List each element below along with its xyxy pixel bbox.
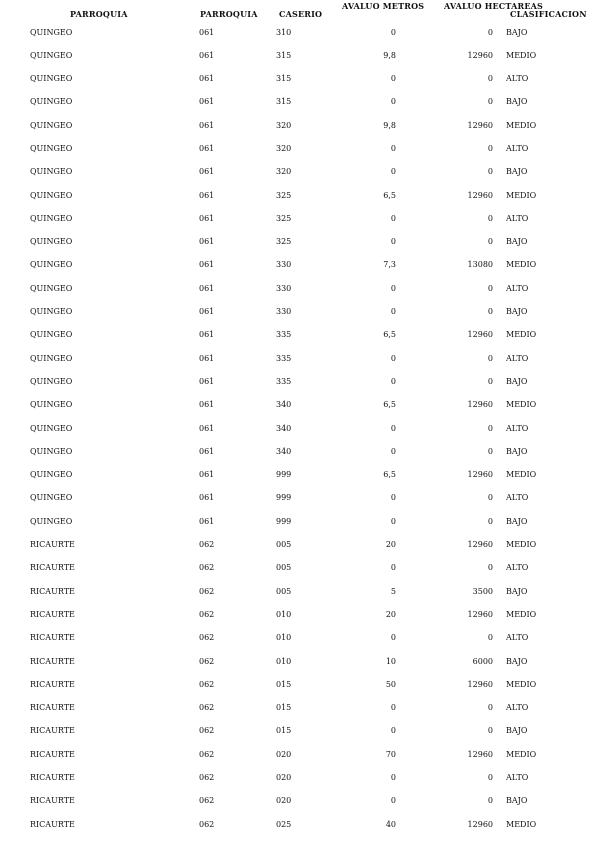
avaluo-hectareas-cell: 0 <box>487 446 493 456</box>
header-parroquia-code: PARROQUIA <box>200 9 258 19</box>
clasificacion-cell: MEDIO <box>506 609 537 619</box>
caserio-cell: 335 <box>276 353 292 363</box>
clasificacion-cell: BAJO <box>506 656 528 666</box>
parroquia-cell: RICAURTE <box>30 749 75 759</box>
avaluo-metros-cell: 0 <box>390 283 396 293</box>
caserio-cell: 015 <box>276 703 292 713</box>
avaluo-metros-cell: 20 <box>385 540 396 550</box>
parroquia-cell: QUINGEO <box>30 143 73 153</box>
table-row <box>0 373 598 396</box>
parroquia-code-cell: 061 <box>199 167 215 177</box>
avaluo-hectareas-cell: 0 <box>487 74 493 84</box>
avaluo-metros-cell: 6,5 <box>383 330 396 340</box>
table-row <box>0 559 598 582</box>
parroquia-cell: QUINGEO <box>30 493 73 503</box>
avaluo-metros-cell: 0 <box>390 376 396 386</box>
table-row <box>0 466 598 489</box>
caserio-cell: 330 <box>276 307 292 317</box>
parroquia-code-cell: 062 <box>199 749 215 759</box>
avaluo-metros-cell: 9,8 <box>383 120 396 130</box>
avaluo-metros-cell: 0 <box>390 97 396 107</box>
clasificacion-cell: BAJO <box>506 27 528 37</box>
parroquia-cell: QUINGEO <box>30 307 73 317</box>
table-row <box>0 140 598 163</box>
parroquia-code-cell: 062 <box>199 773 215 782</box>
parroquia-cell: RICAURTE <box>30 703 75 713</box>
parroquia-code-cell: 061 <box>199 423 215 433</box>
parroquia-cell: RICAURTE <box>30 586 75 596</box>
clasificacion-cell: ALTO <box>506 143 529 153</box>
parroquia-cell: QUINGEO <box>30 120 73 130</box>
caserio-cell: 020 <box>276 773 292 782</box>
caserio-cell: 330 <box>276 283 292 293</box>
clasificacion-cell: BAJO <box>506 97 528 107</box>
avaluo-metros-cell: 0 <box>390 213 396 223</box>
clasificacion-cell: BAJO <box>506 726 528 736</box>
clasificacion-cell: ALTO <box>506 423 529 433</box>
table-row <box>0 536 598 559</box>
avaluo-hectareas-cell: 0 <box>487 633 493 643</box>
parroquia-cell: QUINGEO <box>30 190 73 200</box>
caserio-cell: 005 <box>276 563 292 573</box>
clasificacion-cell: BAJO <box>506 446 528 456</box>
table-row <box>0 163 598 186</box>
parroquia-cell: QUINGEO <box>30 27 73 37</box>
caserio-cell: 010 <box>276 656 292 666</box>
clasificacion-cell: MEDIO <box>506 260 537 270</box>
parroquia-cell: RICAURTE <box>30 633 75 643</box>
avaluo-hectareas-cell: 13080 <box>467 260 493 270</box>
parroquia-code-cell: 062 <box>199 819 215 829</box>
parroquia-code-cell: 062 <box>199 726 215 736</box>
clasificacion-cell: ALTO <box>506 703 529 713</box>
clasificacion-cell: ALTO <box>506 773 529 782</box>
table-row <box>0 699 598 722</box>
table-row <box>0 117 598 140</box>
clasificacion-cell: ALTO <box>506 74 529 84</box>
avaluo-hectareas-cell: 0 <box>487 237 493 247</box>
avaluo-hectareas-cell: 12960 <box>467 819 493 829</box>
parroquia-cell: RICAURTE <box>30 819 75 829</box>
avaluo-hectareas-cell: 0 <box>487 283 493 293</box>
avaluo-metros-cell: 0 <box>390 516 396 526</box>
avaluo-metros-cell: 0 <box>390 237 396 247</box>
avaluo-hectareas-cell: 0 <box>487 213 493 223</box>
parroquia-cell: QUINGEO <box>30 260 73 270</box>
caserio-cell: 999 <box>276 516 292 526</box>
avaluo-hectareas-cell: 0 <box>487 307 493 317</box>
caserio-cell: 320 <box>276 143 292 153</box>
caserio-cell: 020 <box>276 796 292 806</box>
parroquia-code-cell: 061 <box>199 27 215 37</box>
parroquia-code-cell: 062 <box>199 679 215 689</box>
avaluo-hectareas-cell: 0 <box>487 27 493 37</box>
caserio-cell: 015 <box>276 679 292 689</box>
avaluo-hectareas-cell: 12960 <box>467 470 493 480</box>
table-row <box>0 513 598 536</box>
avaluo-metros-cell: 7,3 <box>383 260 396 270</box>
table-row <box>0 326 598 349</box>
caserio-cell: 015 <box>276 726 292 736</box>
clasificacion-cell: MEDIO <box>506 120 537 130</box>
parroquia-cell: QUINGEO <box>30 213 73 223</box>
clasificacion-cell: BAJO <box>506 237 528 247</box>
parroquia-code-cell: 061 <box>199 353 215 363</box>
table-row <box>0 303 598 326</box>
caserio-cell: 325 <box>276 237 292 247</box>
parroquia-code-cell: 061 <box>199 237 215 247</box>
avaluo-hectareas-cell: 0 <box>487 516 493 526</box>
caserio-cell: 340 <box>276 400 292 410</box>
clasificacion-cell: BAJO <box>506 167 528 177</box>
parroquia-code-cell: 061 <box>199 190 215 200</box>
parroquia-code-cell: 062 <box>199 563 215 573</box>
parroquia-code-cell: 061 <box>199 97 215 107</box>
clasificacion-cell: MEDIO <box>506 679 537 689</box>
parroquia-code-cell: 061 <box>199 50 215 60</box>
header-parroquia-name: PARROQUIA <box>70 9 128 19</box>
parroquia-code-cell: 062 <box>199 540 215 550</box>
avaluo-metros-cell: 0 <box>390 143 396 153</box>
avaluo-hectareas-cell: 0 <box>487 97 493 107</box>
header-avaluo-hectareas: AVALUO HECTAREAS <box>444 1 544 11</box>
table-row <box>0 722 598 745</box>
avaluo-hectareas-cell: 12960 <box>467 400 493 410</box>
clasificacion-cell: BAJO <box>506 516 528 526</box>
parroquia-cell: RICAURTE <box>30 656 75 666</box>
caserio-cell: 335 <box>276 330 292 340</box>
parroquia-code-cell: 061 <box>199 470 215 480</box>
caserio-cell: 315 <box>276 74 292 84</box>
table-row <box>0 606 598 629</box>
table-row <box>0 93 598 116</box>
avaluo-metros-cell: 50 <box>385 679 396 689</box>
caserio-cell: 025 <box>276 819 292 829</box>
avaluo-metros-cell: 0 <box>390 563 396 573</box>
parroquia-cell: RICAURTE <box>30 609 75 619</box>
avaluo-hectareas-cell: 12960 <box>467 540 493 550</box>
table-row <box>0 210 598 233</box>
table-row <box>0 653 598 676</box>
clasificacion-cell: ALTO <box>506 283 529 293</box>
avaluo-hectareas-cell: 0 <box>487 563 493 573</box>
avaluo-hectareas-cell: 12960 <box>467 120 493 130</box>
table-row <box>0 420 598 443</box>
clasificacion-cell: ALTO <box>506 493 529 503</box>
clasificacion-cell: MEDIO <box>506 749 537 759</box>
table-row <box>0 769 598 792</box>
avaluo-hectareas-cell: 0 <box>487 703 493 713</box>
table-row <box>0 629 598 652</box>
parroquia-cell: QUINGEO <box>30 423 73 433</box>
parroquia-cell: QUINGEO <box>30 376 73 386</box>
avaluo-metros-cell: 0 <box>390 493 396 503</box>
avaluo-hectareas-cell: 6000 <box>472 656 493 666</box>
clasificacion-cell: MEDIO <box>506 400 537 410</box>
table-row <box>0 70 598 93</box>
parroquia-code-cell: 061 <box>199 376 215 386</box>
avaluo-metros-cell: 0 <box>390 307 396 317</box>
avaluo-metros-cell: 0 <box>390 796 396 806</box>
avaluo-metros-cell: 0 <box>390 423 396 433</box>
avaluo-metros-cell: 0 <box>390 773 396 782</box>
avaluo-hectareas-cell: 0 <box>487 167 493 177</box>
table-row <box>0 233 598 256</box>
parroquia-cell: QUINGEO <box>30 283 73 293</box>
clasificacion-cell: ALTO <box>506 353 529 363</box>
caserio-cell: 999 <box>276 470 292 480</box>
clasificacion-cell: ALTO <box>506 563 529 573</box>
caserio-cell: 330 <box>276 260 292 270</box>
avaluo-metros-cell: 9,8 <box>383 50 396 60</box>
parroquia-cell: QUINGEO <box>30 400 73 410</box>
avaluo-hectareas-cell: 12960 <box>467 679 493 689</box>
avaluo-hectareas-cell: 12960 <box>467 50 493 60</box>
table-row <box>0 583 598 606</box>
table-row <box>0 489 598 512</box>
clasificacion-cell: BAJO <box>506 796 528 806</box>
caserio-cell: 315 <box>276 97 292 107</box>
parroquia-cell: QUINGEO <box>30 516 73 526</box>
parroquia-code-cell: 062 <box>199 609 215 619</box>
avaluo-hectareas-cell: 0 <box>487 423 493 433</box>
table-row <box>0 443 598 466</box>
table-row <box>0 280 598 303</box>
clasificacion-cell: BAJO <box>506 307 528 317</box>
parroquia-code-cell: 062 <box>199 633 215 643</box>
clasificacion-cell: BAJO <box>506 376 528 386</box>
caserio-cell: 005 <box>276 586 292 596</box>
avaluo-hectareas-cell: 12960 <box>467 330 493 340</box>
parroquia-code-cell: 062 <box>199 586 215 596</box>
avaluo-hectareas-cell: 0 <box>487 376 493 386</box>
avaluo-hectareas-cell: 12960 <box>467 190 493 200</box>
parroquia-cell: QUINGEO <box>30 353 73 363</box>
avaluo-hectareas-cell: 0 <box>487 143 493 153</box>
parroquia-code-cell: 061 <box>199 493 215 503</box>
parroquia-cell: QUINGEO <box>30 330 73 340</box>
avaluo-metros-cell: 0 <box>390 74 396 84</box>
table-row <box>0 350 598 373</box>
parroquia-code-cell: 062 <box>199 796 215 806</box>
caserio-cell: 310 <box>276 27 292 37</box>
avaluo-hectareas-cell: 0 <box>487 773 493 782</box>
table-row <box>0 746 598 769</box>
avaluo-metros-cell: 6,5 <box>383 190 396 200</box>
parroquia-code-cell: 061 <box>199 260 215 270</box>
clasificacion-cell: MEDIO <box>506 330 537 340</box>
caserio-cell: 340 <box>276 423 292 433</box>
parroquia-code-cell: 061 <box>199 516 215 526</box>
avaluo-metros-cell: 0 <box>390 27 396 37</box>
parroquia-code-cell: 061 <box>199 213 215 223</box>
caserio-cell: 005 <box>276 540 292 550</box>
clasificacion-cell: ALTO <box>506 213 529 223</box>
table-body <box>0 24 598 839</box>
avaluo-metros-cell: 70 <box>385 749 396 759</box>
avaluo-metros-cell: 6,5 <box>383 400 396 410</box>
parroquia-cell: RICAURTE <box>30 726 75 736</box>
clasificacion-cell: MEDIO <box>506 190 537 200</box>
parroquia-code-cell: 061 <box>199 330 215 340</box>
parroquia-code-cell: 061 <box>199 143 215 153</box>
avaluo-metros-cell: 0 <box>390 353 396 363</box>
caserio-cell: 020 <box>276 749 292 759</box>
parroquia-cell: RICAURTE <box>30 563 75 573</box>
avaluo-hectareas-cell: 0 <box>487 796 493 806</box>
clasificacion-cell: ALTO <box>506 633 529 643</box>
parroquia-code-cell: 061 <box>199 74 215 84</box>
parroquia-code-cell: 061 <box>199 446 215 456</box>
parroquia-cell: QUINGEO <box>30 237 73 247</box>
caserio-cell: 320 <box>276 120 292 130</box>
avaluo-hectareas-cell: 12960 <box>467 609 493 619</box>
clasificacion-cell: BAJO <box>506 586 528 596</box>
parroquia-cell: RICAURTE <box>30 773 75 782</box>
avaluo-hectareas-cell: 0 <box>487 726 493 736</box>
parroquia-code-cell: 061 <box>199 120 215 130</box>
caserio-cell: 340 <box>276 446 292 456</box>
avaluo-hectareas-cell: 12960 <box>467 749 493 759</box>
parroquia-code-cell: 061 <box>199 283 215 293</box>
parroquia-cell: QUINGEO <box>30 74 73 84</box>
avaluo-metros-cell: 40 <box>385 819 396 829</box>
caserio-cell: 010 <box>276 609 292 619</box>
parroquia-code-cell: 061 <box>199 307 215 317</box>
avaluo-metros-cell: 0 <box>390 633 396 643</box>
avaluo-metros-cell: 0 <box>390 167 396 177</box>
parroquia-code-cell: 061 <box>199 400 215 410</box>
avaluo-metros-cell: 20 <box>385 609 396 619</box>
caserio-cell: 325 <box>276 213 292 223</box>
avaluo-metros-cell: 5 <box>390 586 396 596</box>
clasificacion-cell: MEDIO <box>506 470 537 480</box>
avaluo-hectareas-cell: 0 <box>487 353 493 363</box>
caserio-cell: 999 <box>276 493 292 503</box>
avaluo-metros-cell: 0 <box>390 703 396 713</box>
parroquia-code-cell: 062 <box>199 656 215 666</box>
parroquia-cell: QUINGEO <box>30 167 73 177</box>
caserio-cell: 335 <box>276 376 292 386</box>
table-row <box>0 396 598 419</box>
parroquia-cell: QUINGEO <box>30 470 73 480</box>
table-row <box>0 676 598 699</box>
avaluo-metros-cell: 6,5 <box>383 470 396 480</box>
table-row <box>0 24 598 47</box>
avaluo-metros-cell: 0 <box>390 726 396 736</box>
caserio-cell: 320 <box>276 167 292 177</box>
table-row <box>0 792 598 815</box>
parroquia-cell: QUINGEO <box>30 50 73 60</box>
parroquia-cell: QUINGEO <box>30 97 73 107</box>
caserio-cell: 325 <box>276 190 292 200</box>
table-row <box>0 47 598 70</box>
parroquia-cell: QUINGEO <box>30 446 73 456</box>
clasificacion-cell: MEDIO <box>506 819 537 829</box>
clasificacion-cell: MEDIO <box>506 540 537 550</box>
table-row <box>0 187 598 210</box>
header-avaluo-metros: AVALUO METROS <box>342 1 425 11</box>
clasificacion-cell: MEDIO <box>506 50 537 60</box>
avaluo-metros-cell: 10 <box>385 656 396 666</box>
parroquia-cell: RICAURTE <box>30 679 75 689</box>
caserio-cell: 010 <box>276 633 292 643</box>
table-row <box>0 816 598 839</box>
header-caserio: CASERIO <box>279 9 323 19</box>
avaluo-hectareas-cell: 3500 <box>472 586 493 596</box>
parroquia-cell: RICAURTE <box>30 540 75 550</box>
header-clasificacion: CLASIFICACION <box>510 9 587 19</box>
avaluo-hectareas-cell: 0 <box>487 493 493 503</box>
caserio-cell: 315 <box>276 50 292 60</box>
parroquia-code-cell: 062 <box>199 703 215 713</box>
avaluo-metros-cell: 0 <box>390 446 396 456</box>
table-row <box>0 256 598 279</box>
parroquia-cell: RICAURTE <box>30 796 75 806</box>
